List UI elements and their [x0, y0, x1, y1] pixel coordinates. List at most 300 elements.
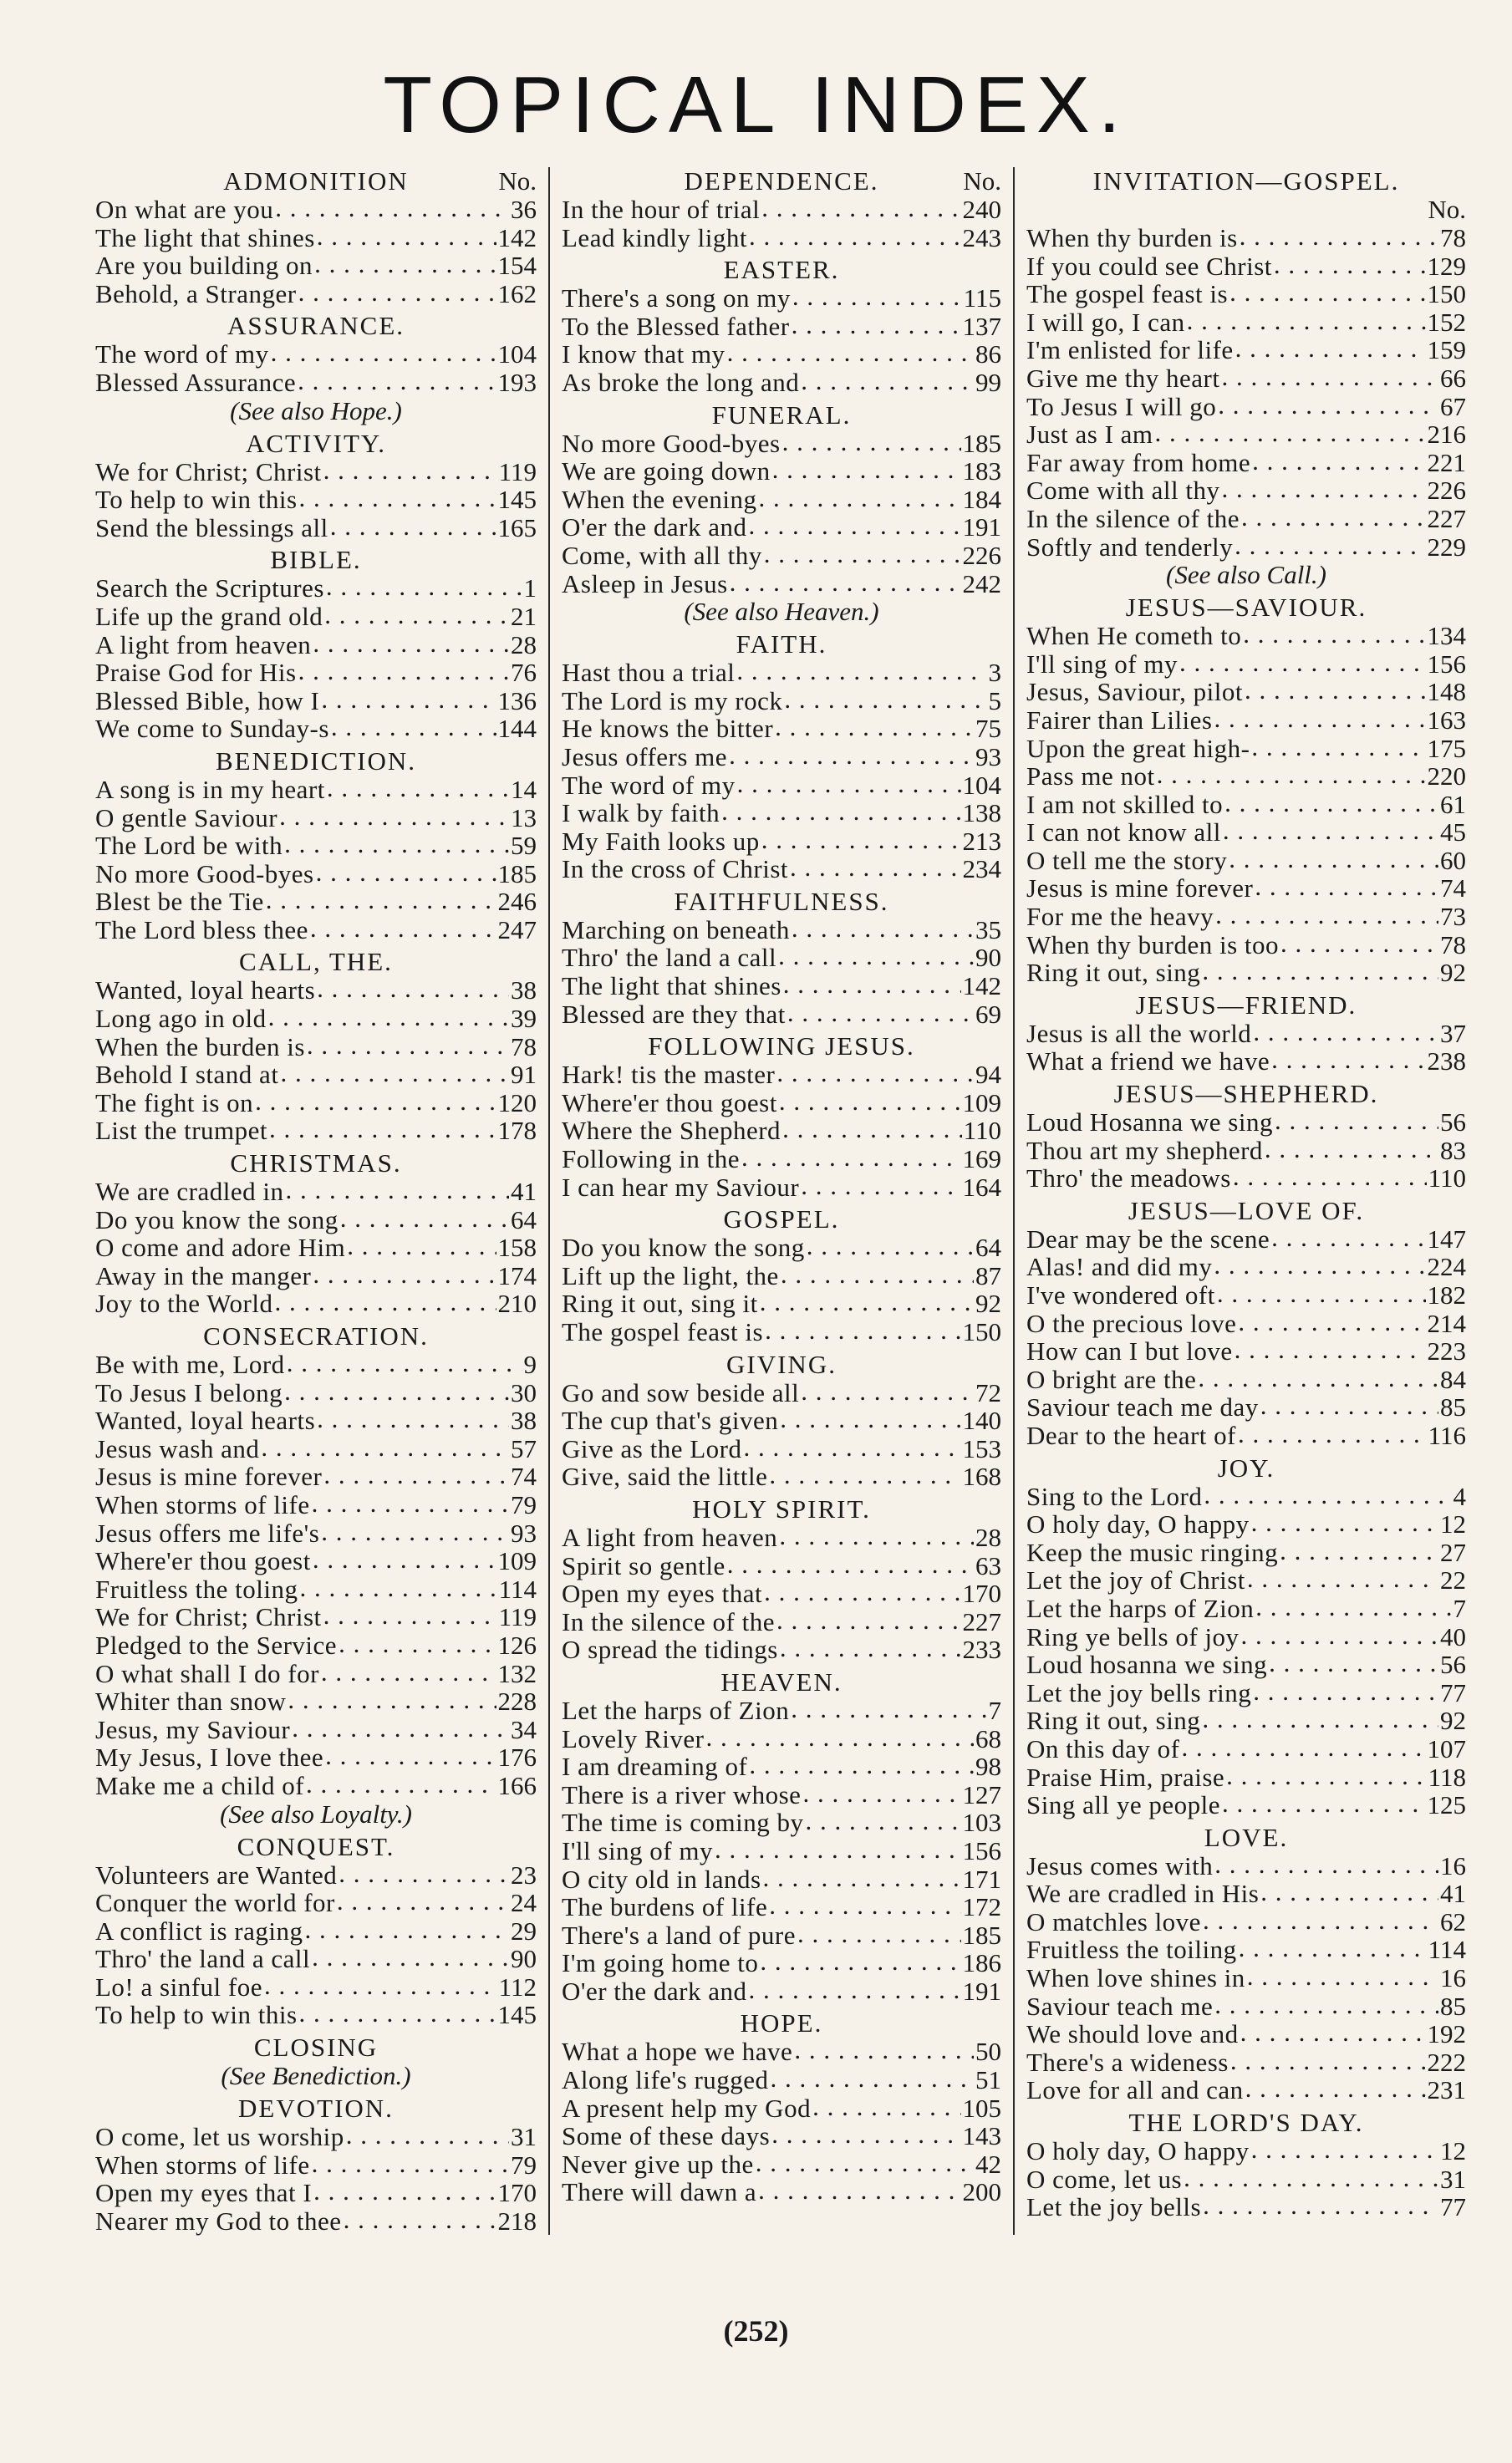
dot-leader [1247, 1962, 1438, 1991]
index-entry [1026, 364, 1466, 393]
hymn-number: 1 [523, 573, 537, 603]
hymn-number: 34 [511, 1714, 537, 1744]
hymn-number: 233 [962, 1635, 1001, 1665]
dot-leader [1238, 1420, 1427, 1448]
index-entry [95, 280, 537, 308]
index-entry [95, 1491, 537, 1519]
dot-leader [705, 1723, 974, 1752]
index-entry [1026, 336, 1466, 364]
hymn-number: 9 [523, 1350, 537, 1379]
hymn-number: 3 [988, 658, 1001, 688]
dot-leader [1224, 789, 1438, 817]
entry-title: I will go, I can [1026, 307, 1185, 337]
index-entry [1026, 1679, 1466, 1707]
entry-title: O gentle Saviour [95, 802, 278, 832]
hymn-number: 115 [963, 283, 1001, 313]
entry-title: To the Blessed father [562, 311, 790, 341]
index-entry [562, 2094, 1001, 2123]
dot-leader [327, 774, 509, 802]
entry-title: Some of these days [562, 2121, 771, 2151]
hymn-number: 192 [1427, 2019, 1466, 2049]
entry-title: Lift up the light, the [562, 1260, 779, 1290]
dot-leader [326, 572, 522, 601]
hymn-number: 142 [497, 222, 537, 252]
dot-leader [749, 1751, 974, 1779]
dot-leader [784, 685, 986, 714]
dot-leader [339, 1630, 496, 1658]
hymn-number: 24 [511, 1888, 537, 1918]
hymn-number: 168 [962, 1462, 1001, 1492]
index-entry [95, 1917, 537, 1946]
entry-title: Open my eyes that [562, 1579, 763, 1609]
dot-leader [1274, 251, 1426, 279]
dot-leader [756, 2149, 974, 2177]
dot-leader [307, 1031, 509, 1060]
index-entry [1026, 1964, 1466, 1992]
dot-leader [780, 1634, 961, 1662]
index-entry [562, 1636, 1001, 1664]
entry-title: In the silence of the [1026, 503, 1240, 533]
see-also-note: (See Benediction.) [221, 2061, 411, 2091]
dot-leader [1255, 873, 1438, 901]
index-entry [562, 340, 1001, 369]
hymn-number: 166 [497, 1770, 537, 1800]
index-entry [1026, 1908, 1466, 1936]
hymn-number: 112 [498, 1972, 537, 2002]
entry-title: On what are you [95, 195, 274, 224]
hymn-number: 87 [975, 1260, 1001, 1290]
index-entry [562, 486, 1001, 514]
entry-title: Let the joy of Christ [1026, 1565, 1245, 1595]
index-entry [562, 1524, 1001, 1552]
entry-title: The burdens of life [562, 1892, 768, 1922]
entry-title: O matchles love [1026, 1906, 1201, 1936]
index-entry [1026, 791, 1466, 819]
entry-title: A present help my God [562, 2093, 812, 2123]
dot-leader [317, 975, 509, 1003]
dot-leader [801, 1172, 960, 1200]
entry-title: Pledged to the Service [95, 1630, 338, 1660]
hymn-number: 7 [1453, 1593, 1466, 1623]
index-entry [562, 1173, 1001, 1202]
index-entry [1026, 1510, 1466, 1539]
dot-leader [284, 830, 509, 858]
hymn-number: 242 [962, 568, 1001, 598]
entry-title: Volunteers are Wanted [95, 1860, 338, 1890]
see-also-note: (See also Heaven.) [684, 597, 879, 627]
index-entry [562, 743, 1001, 771]
section-heading [1026, 1454, 1466, 1483]
dot-leader [323, 1601, 497, 1630]
dot-leader [1182, 1733, 1426, 1762]
section-heading-label: BENEDICTION. [215, 746, 417, 776]
entry-title: Thro' the meadows [1026, 1163, 1231, 1193]
dot-leader [1230, 2047, 1426, 2075]
hymn-number: 159 [1427, 335, 1466, 365]
index-entry [1026, 1020, 1466, 1048]
section-heading [1026, 991, 1466, 1020]
index-entry [95, 2179, 537, 2207]
hymn-number: 94 [975, 1060, 1001, 1090]
hymn-number: 156 [962, 1835, 1001, 1865]
dot-leader [764, 540, 961, 568]
dot-leader [261, 1433, 509, 1462]
section-heading [562, 1032, 1001, 1061]
index-entry [95, 1631, 537, 1660]
hymn-number: 29 [511, 1916, 537, 1946]
hymn-number: 200 [962, 2177, 1001, 2207]
dot-leader [274, 1288, 496, 1316]
index-entry [95, 1716, 537, 1744]
index-entry [562, 2150, 1001, 2179]
index-entry [562, 944, 1001, 972]
dot-leader [255, 1087, 496, 1116]
index-entry [95, 888, 537, 916]
entry-title: Wanted, loyal hearts [95, 975, 316, 1005]
index-entry [95, 224, 537, 252]
index-entry [1026, 280, 1466, 308]
section-heading [1026, 1080, 1466, 1108]
entry-title: Saviour teach me day [1026, 1392, 1259, 1422]
dot-leader [312, 2150, 509, 2178]
index-entry [562, 196, 1001, 224]
dot-leader [344, 2206, 496, 2234]
index-entry [1026, 706, 1466, 735]
entry-title: Where'er thou goest [95, 1546, 311, 1576]
index-entry [562, 1318, 1001, 1346]
entry-title: Love for all and can [1026, 2075, 1244, 2105]
entry-title: O come, let us worship [95, 2122, 344, 2152]
index-entry [95, 659, 537, 687]
section-heading [562, 1495, 1001, 1524]
entry-title: We are going down [562, 456, 771, 486]
hymn-number: 176 [497, 1743, 537, 1773]
hymn-number: 91 [511, 1060, 537, 1090]
dot-leader [778, 942, 974, 970]
hymn-number: 16 [1440, 1850, 1466, 1880]
entry-title: The time is coming by [562, 1808, 804, 1838]
entry-title: O what shall I do for [95, 1658, 319, 1688]
entry-title: Keep the music ringing [1026, 1537, 1279, 1567]
index-entry [562, 542, 1001, 570]
entry-title: O holy day, O happy [1026, 2136, 1250, 2166]
dot-leader [306, 1770, 496, 1799]
entry-title: Where the Shepherd [562, 1116, 781, 1146]
section-heading-label: DEVOTION. [238, 2094, 394, 2124]
entry-title: On this day of [1026, 1733, 1180, 1763]
entry-title: To help to win this [95, 485, 298, 515]
dot-leader [1251, 733, 1425, 761]
dot-leader [298, 367, 496, 395]
index-entry [1026, 2137, 1466, 2165]
index-entry [562, 1753, 1001, 1781]
entry-title: Come, with all thy [562, 540, 762, 570]
index-entry [1026, 1880, 1466, 1908]
dot-leader [313, 629, 509, 658]
index-entry [95, 1945, 537, 1973]
index-entry [95, 1772, 537, 1800]
entry-title: Ring it out, sing it [562, 1289, 758, 1319]
hymn-number: 90 [975, 943, 1001, 973]
dot-leader [317, 222, 496, 251]
dot-leader [1221, 363, 1438, 391]
dot-leader [1215, 901, 1438, 929]
index-entry [562, 1580, 1001, 1608]
entry-title: Behold, a Stranger [95, 278, 297, 308]
section-heading-label: ASSURANCE. [227, 311, 405, 341]
index-entry [95, 1861, 537, 1890]
dot-leader [275, 194, 509, 222]
index-entry [95, 1973, 537, 2002]
hymn-number: 68 [975, 1723, 1001, 1753]
hymn-number: 28 [511, 629, 537, 659]
hymn-number: 144 [497, 714, 537, 744]
index-entry [1026, 1047, 1466, 1076]
hymn-number: 7 [988, 1695, 1001, 1725]
entry-title: Thro' the land a call [562, 943, 777, 973]
entry-title: To Jesus I will go [1026, 391, 1217, 421]
section-heading-label: CONQUEST. [237, 1831, 395, 1861]
index-entry [95, 804, 537, 832]
index-entry [95, 832, 537, 860]
index-entry [95, 1603, 537, 1631]
index-entry [95, 603, 537, 631]
dot-leader [801, 367, 974, 395]
dot-leader [730, 568, 961, 597]
index-columns [84, 167, 1478, 2235]
dot-leader [769, 1461, 960, 1489]
entry-title: Search the Scriptures [95, 573, 324, 603]
dot-leader [791, 1695, 986, 1723]
index-entry [95, 1575, 537, 1604]
hymn-number: 83 [1440, 1135, 1466, 1165]
entry-title: What a friend we have [1026, 1046, 1270, 1076]
entry-title: My Faith looks up [562, 826, 760, 856]
hymn-number: 125 [1427, 1790, 1466, 1820]
hymn-number: 85 [1440, 1392, 1466, 1422]
index-entry [562, 1949, 1001, 1977]
dot-leader [1238, 1308, 1425, 1336]
section-heading-label: DEPENDENCE. [684, 166, 879, 196]
hymn-number: 35 [975, 914, 1001, 944]
section-heading-label: THE LORD'S DAY. [1128, 2108, 1364, 2138]
section-heading [95, 167, 537, 196]
entry-title: Nearer my God to thee [95, 2206, 342, 2236]
entry-title: Jesus offers me [562, 741, 728, 771]
index-entry [1026, 1225, 1466, 1254]
entry-title: When thy burden is [1026, 223, 1238, 252]
index-entry [562, 2122, 1001, 2150]
index-entry [1026, 931, 1466, 959]
hymn-number: 136 [497, 685, 537, 715]
entry-title: As broke the long and [562, 367, 800, 397]
entry-title: To help to win this [95, 2000, 298, 2030]
hymn-number: 164 [962, 1172, 1001, 1202]
number-column-label: No. [498, 166, 537, 196]
entry-title: Fruitless the toling [95, 1574, 298, 1604]
index-entry [562, 1893, 1001, 1921]
hymn-number: 40 [1440, 1621, 1466, 1651]
dot-leader [339, 1860, 509, 1888]
entry-title: Lo! a sinful foe [95, 1972, 262, 2002]
index-entry [562, 1061, 1001, 1089]
hymn-number: 229 [1427, 532, 1466, 562]
index-entry [95, 1061, 537, 1089]
entry-title: Spirit so gentle [562, 1550, 725, 1580]
index-entry [95, 776, 537, 804]
entry-title: Open my eyes that I [95, 2178, 313, 2208]
hymn-number: 66 [1440, 363, 1466, 393]
entry-title: Where'er thou goest [562, 1087, 777, 1117]
entry-title: Jesus, my Saviour [95, 1714, 291, 1744]
hymn-number: 56 [1440, 1650, 1466, 1680]
index-entry [95, 514, 537, 542]
hymn-number: 120 [497, 1087, 537, 1117]
hymn-number: 156 [1427, 649, 1466, 679]
index-entry [1026, 1651, 1466, 1679]
index-entry [95, 1435, 537, 1463]
index-entry [95, 252, 537, 280]
hymn-number: 77 [1440, 1677, 1466, 1707]
section-heading [95, 430, 537, 458]
index-entry [95, 458, 537, 486]
dot-leader [1239, 1934, 1427, 1962]
hymn-number: 213 [962, 826, 1001, 856]
entry-title: Ring it out, sing [1026, 1706, 1201, 1736]
entry-title: Jesus, Saviour, pilot [1026, 677, 1243, 707]
entry-title: There's a song on my [562, 283, 791, 313]
index-entry [562, 916, 1001, 944]
index-entry [95, 1743, 537, 1772]
see-also-note: (See also Call.) [1166, 560, 1326, 590]
dot-leader [324, 601, 509, 629]
hymn-number: 227 [962, 1606, 1001, 1636]
hymn-number: 4 [1453, 1481, 1466, 1511]
dot-leader [331, 713, 496, 741]
dot-leader [765, 1316, 960, 1345]
dot-leader [279, 802, 509, 831]
index-entry [1026, 1595, 1466, 1623]
entry-title: What a hope we have [562, 2037, 793, 2067]
dot-leader [787, 999, 974, 1027]
dot-leader [1229, 278, 1425, 307]
section-heading-label: INVITATION—GOSPEL. [1092, 166, 1400, 196]
section-heading [1026, 2109, 1466, 2137]
hymn-number: 150 [1427, 279, 1466, 309]
index-entry [562, 687, 1001, 715]
index-entry [1026, 1623, 1466, 1651]
index-entry [95, 1351, 537, 1379]
hymn-number: 79 [511, 1489, 537, 1519]
dot-leader [1202, 1705, 1438, 1733]
dot-leader [758, 2176, 960, 2205]
entry-title: Be with me, Lord [95, 1350, 285, 1379]
hymn-number: 59 [511, 831, 537, 861]
dot-leader [1218, 391, 1438, 420]
index-entry [1026, 2020, 1466, 2048]
index-entry [1026, 449, 1466, 477]
dot-leader [792, 311, 961, 339]
hymn-number: 27 [1440, 1537, 1466, 1567]
hymn-number: 116 [1428, 1420, 1466, 1450]
hymn-number: 191 [962, 512, 1001, 542]
dot-leader [797, 1920, 961, 1948]
entry-title: Blessed Bible, how I [95, 685, 320, 715]
hymn-number: 134 [1427, 621, 1466, 651]
dot-leader [284, 1377, 509, 1406]
index-entry [562, 827, 1001, 856]
entry-title: The gospel feast is [1026, 279, 1229, 309]
hymn-number: 67 [1440, 391, 1466, 421]
index-entry [1026, 1791, 1466, 1819]
dot-leader [1214, 1991, 1438, 2019]
entry-title: A light from heaven [95, 629, 312, 659]
hymn-number: 227 [1427, 503, 1466, 533]
hymn-number: 37 [1440, 1018, 1466, 1048]
dot-leader [1203, 1906, 1438, 1935]
dot-leader [1260, 1878, 1438, 1906]
hymn-number: 216 [1427, 420, 1466, 450]
dot-leader [1187, 307, 1426, 335]
hymn-number: 138 [962, 798, 1001, 828]
index-entry [562, 1697, 1001, 1725]
dot-leader [1245, 2074, 1426, 2103]
index-entry [1026, 622, 1466, 650]
hymn-number: 77 [1440, 2192, 1466, 2222]
hymn-number: 178 [497, 1116, 537, 1146]
entry-title: Saviour teach me [1026, 1991, 1214, 2021]
dot-leader [313, 2177, 496, 2206]
index-entry [95, 1089, 537, 1117]
entry-title: Sing all ye people [1026, 1790, 1220, 1820]
entry-title: Lead kindly light [562, 222, 748, 252]
dot-leader [780, 1405, 960, 1433]
entry-title: Pass me not [1026, 761, 1155, 791]
dot-leader [1214, 1850, 1438, 1879]
dot-leader [1233, 1163, 1427, 1191]
index-entry [562, 1837, 1001, 1865]
index-entry [562, 430, 1001, 458]
hymn-number: 185 [962, 1920, 1001, 1950]
hymn-number: 110 [963, 1116, 1001, 1146]
entry-title: Whiter than snow [95, 1687, 287, 1717]
hymn-number: 86 [975, 339, 1001, 369]
index-entry [562, 1234, 1001, 1262]
index-entry [1026, 1108, 1466, 1137]
hymn-number: 107 [1427, 1733, 1466, 1763]
entry-title: O city old in lands [562, 1864, 761, 1894]
hymn-number: 64 [975, 1233, 1001, 1263]
index-entry [1026, 2193, 1466, 2221]
dot-leader [325, 1742, 496, 1770]
entry-title: The fight is on [95, 1087, 254, 1117]
entry-title: In the silence of the [562, 1606, 775, 1636]
dot-leader [1247, 1565, 1438, 1593]
index-entry [95, 1463, 537, 1491]
entry-title: Following in the [562, 1144, 740, 1174]
section-heading-label: GIVING. [726, 1349, 837, 1379]
entry-title: I am not skilled to [1026, 789, 1224, 819]
dot-leader [1269, 1649, 1438, 1677]
hymn-number: 76 [511, 658, 537, 688]
entry-title: Do you know the song [562, 1233, 805, 1263]
index-entry [562, 2038, 1001, 2066]
hymn-number: 172 [962, 1892, 1001, 1922]
entry-title: Thou art my shepherd [1026, 1135, 1263, 1165]
entry-title: Just as I am [1026, 420, 1153, 450]
hymn-number: 41 [1440, 1879, 1466, 1909]
section-heading [562, 2009, 1001, 2038]
